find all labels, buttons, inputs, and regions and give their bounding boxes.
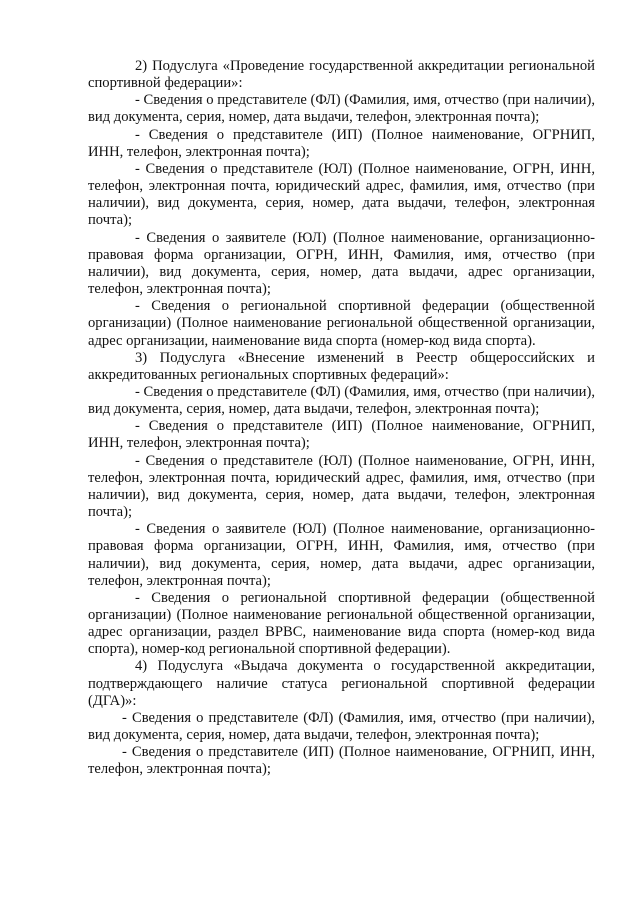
- list-item-regional-federation: - Сведения о региональной спортивной федерации (общественной организации) (Полное наименование региональной общественной организации, адрес организации, наименование вида спорта (номер-код вида спорта).: [88, 298, 595, 349]
- paragraph-subservice-3-heading: 3) Подуслуга «Внесение изменений в Реестр общероссийских и аккредитованных региональных спортивных федераций»:: [88, 349, 595, 383]
- list-item-representative-fl: - Сведения о представителе (ФЛ) (Фамилия, имя, отчество (при наличии), вид документа, серия, номер, дата выдачи, телефон, электронная почта);: [88, 709, 595, 744]
- list-item-representative-fl: - Сведения о представителе (ФЛ) (Фамилия, имя, отчество (при наличии), вид документа, серия, номер, дата выдачи, телефон, электронная почта);: [88, 383, 595, 418]
- list-item-representative-ip: - Сведения о представителе (ИП) (Полное наименование, ОГРНИП, ИНН, телефон, электронная почта);: [88, 418, 595, 452]
- list-item-applicant-ul: - Сведения о заявителе (ЮЛ) (Полное наименование, организационно-правовая форма организации, ОГРН, ИНН, Фамилия, имя, отчество (при наличии), вид документа, серия, номер, дата выдачи, адрес организации, телефон, электронная почта);: [88, 229, 595, 298]
- list-item-representative-ip: - Сведения о представителе (ИП) (Полное наименование, ОГРНИП, ИНН, телефон, электронная почта);: [88, 126, 595, 160]
- document-body: [88, 58, 595, 779]
- list-item-applicant-ul: - Сведения о заявителе (ЮЛ) (Полное наименование, организационно-правовая форма организации, ОГРН, ИНН, Фамилия, имя, отчество (при наличии), вид документа, серия, номер, дата выдачи, адрес организации, телефон, электронная почта);: [88, 521, 595, 589]
- paragraph-subservice-2-heading: 2) Подуслуга «Проведение государственной аккредитации региональной спортивной федерации»:: [88, 58, 595, 92]
- paragraph-subservice-4-heading: 4) Подуслуга «Выдача документа о государственной аккредитации, подтверждающего наличие статуса региональной спортивной федерации (ДГА)»:: [88, 658, 595, 709]
- list-item-representative-ul: - Сведения о представителе (ЮЛ) (Полное наименование, ОГРН, ИНН, телефон, электронная почта, юридический адрес, фамилия, имя, отчество (при наличии), вид документа, серия, номер, дата выдачи, телефон, электронная почта);: [88, 452, 595, 521]
- list-item-representative-fl: - Сведения о представителе (ФЛ) (Фамилия, имя, отчество (при наличии), вид документа, серия, номер, дата выдачи, телефон, электронная почта);: [88, 92, 595, 126]
- list-item-representative-ul: - Сведения о представителе (ЮЛ) (Полное наименование, ОГРН, ИНН, телефон, электронная почта, юридический адрес, фамилия, имя, отчество (при наличии), вид документа, серия, номер, дата выдачи, телефон, электронная почта);: [88, 160, 595, 229]
- list-item-regional-federation: - Сведения о региональной спортивной федерации (общественной организации) (Полное наименование региональной общественной организации, адрес организации, раздел ВРВС, наименование вида спорта (номер-код вида спорта), номер-код региональной спортивной федерации).: [88, 589, 595, 658]
- list-item-representative-ip: - Сведения о представителе (ИП) (Полное наименование, ОГРНИП, ИНН, телефон, электронная почта);: [88, 744, 595, 778]
